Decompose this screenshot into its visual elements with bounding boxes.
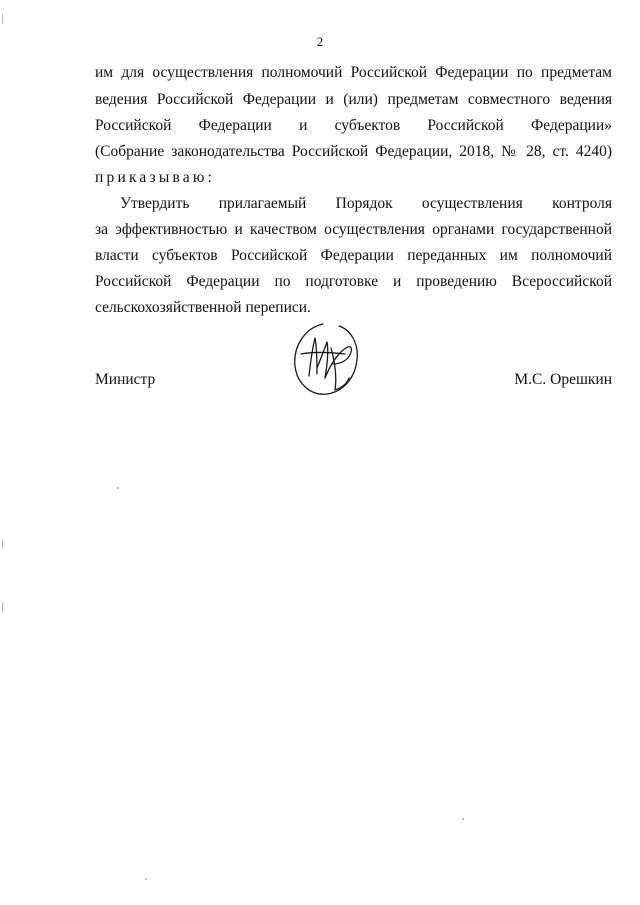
scan-edge-mark (2, 14, 3, 24)
body-line-2: ведения Российской Федерации и (или) предметам совместного ведения (95, 91, 612, 108)
body-line-9: Российской Федерации по подготовке и проведению Всероссийской (95, 273, 612, 290)
signatory-title: Министр (95, 371, 156, 388)
body-line-3: Российской Федерации и субъектов Российской Федерации» (95, 117, 612, 134)
scan-edge-mark (2, 540, 3, 548)
page-number: 2 (316, 34, 324, 49)
scan-speck (462, 818, 464, 820)
body-line-8: власти субъектов Российской Федерации переданных им полномочий (95, 247, 612, 264)
body-line-4: (Собрание законодательства Российской Федерации, 2018, № 28, ст. 4240) (95, 143, 612, 160)
handwritten-signature (287, 318, 365, 400)
body-line-6: Утвердить прилагаемый Порядок осуществления контроля (120, 195, 612, 212)
body-line-7: за эффективностью и качеством осуществления органами государственной (95, 221, 612, 238)
scan-speck (117, 487, 119, 489)
body-line-1: им для осуществления полномочий Российской Федерации по предметам (95, 64, 612, 81)
scan-speck (145, 878, 147, 880)
order-word: приказываю: (95, 169, 216, 186)
body-line-10: сельскохозяйственной переписи. (95, 299, 311, 316)
scan-edge-mark (2, 602, 3, 612)
signatory-name: М.С. Орешкин (514, 371, 612, 388)
